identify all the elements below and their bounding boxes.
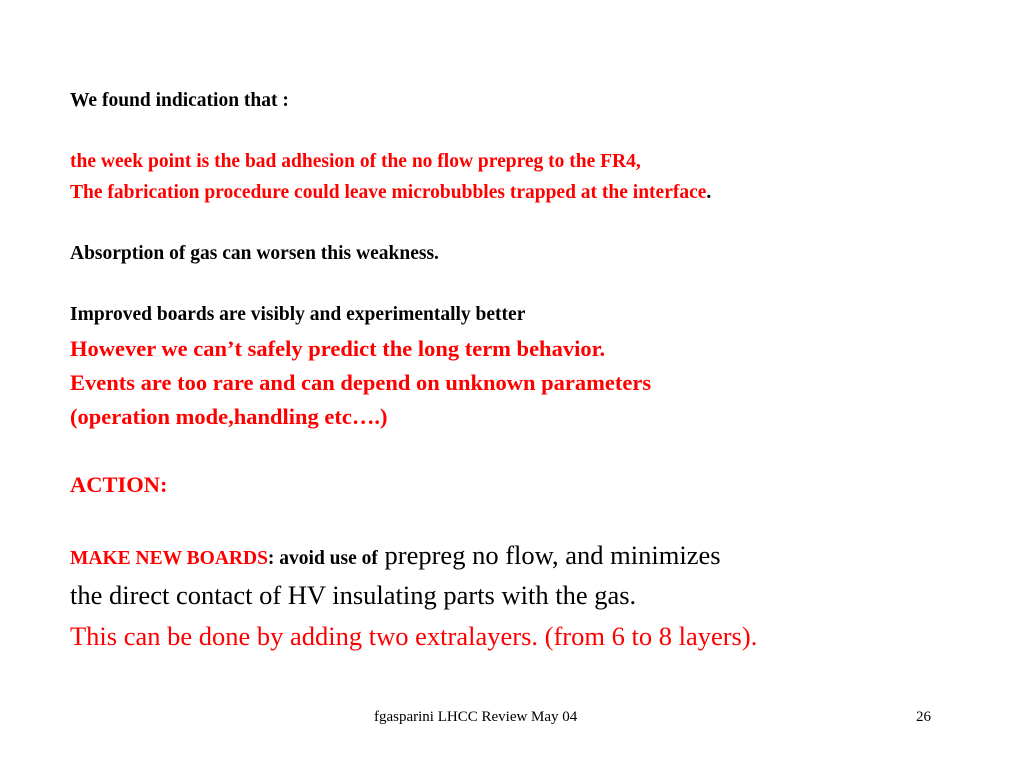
however-text: However we can’t safely predict the long term behavior. — [70, 336, 606, 361]
prepreg-text: prepreg no flow, and minimizes — [377, 540, 721, 570]
events-text: Events are too rare and can depend on unknown parameters — [70, 370, 652, 395]
make-new-boards-label: MAKE NEW BOARDS — [70, 548, 268, 569]
action-heading: ACTION: — [70, 472, 168, 497]
finding-weak-point: the week point is the bad adhesion of the no flow prepreg to the FR4, — [70, 151, 641, 172]
direct-contact-text: the direct contact of HV insulating parts with the gas. — [70, 580, 637, 610]
page-number: 26 — [916, 709, 931, 725]
operation-text: (operation mode,handling etc….) — [70, 404, 388, 429]
make-new-boards-line — [70, 542, 721, 569]
extralayers-text: This can be done by adding two extralayers. (from 6 to 8 layers). — [70, 621, 758, 651]
footer-author: fgasparini LHCC Review May 04 — [374, 709, 578, 725]
improved-boards-text: Improved boards are visibly and experimentally better — [70, 304, 526, 325]
finding-period: . — [706, 182, 712, 203]
intro-text: We found indication that : — [70, 90, 289, 111]
avoid-use-of-text: : avoid use of — [267, 548, 378, 569]
absorption-text: Absorption of gas can worsen this weakness. — [70, 243, 439, 264]
finding-microbubbles-text: The fabrication procedure could leave microbubbles trapped at the interface — [70, 182, 707, 203]
finding-microbubbles — [70, 183, 711, 203]
